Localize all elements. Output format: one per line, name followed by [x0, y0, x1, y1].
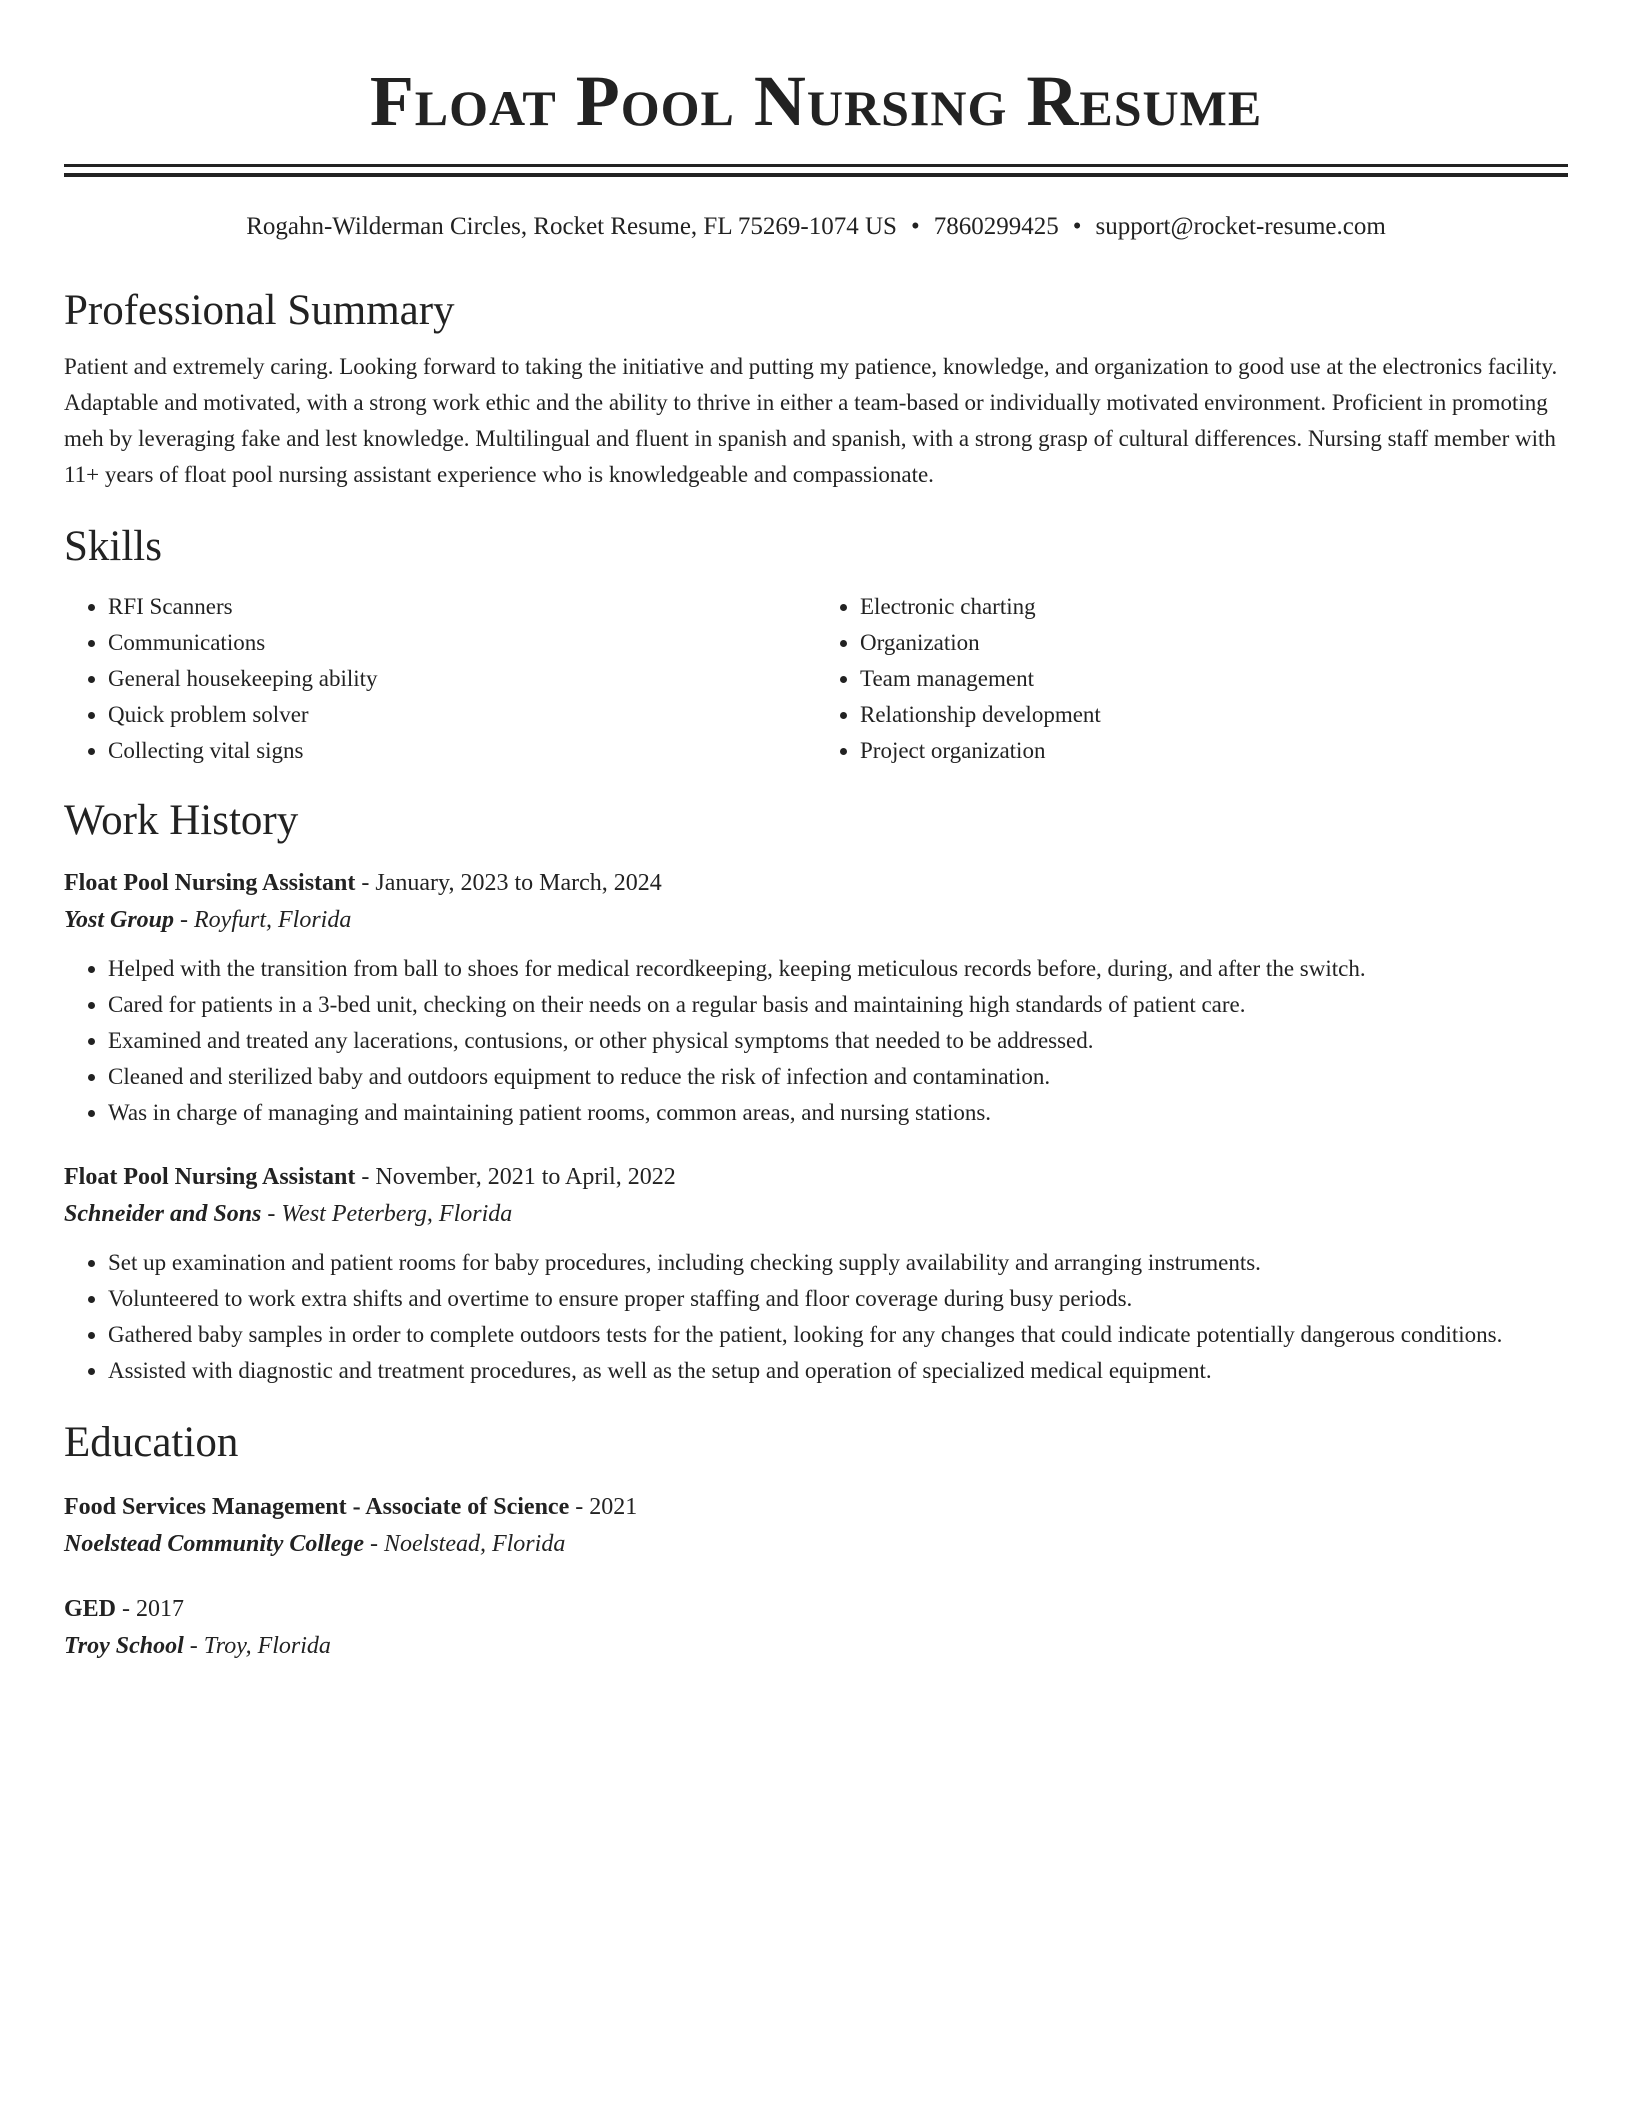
- contact-address: Rogahn-Wilderman Circles, Rocket Resume, FL 75269-1074 US: [246, 213, 897, 240]
- job-location: - West Peterberg, Florida: [261, 1201, 513, 1227]
- job-dates: - January, 2023 to March, 2024: [355, 870, 662, 896]
- job-title: Float Pool Nursing Assistant: [64, 1164, 356, 1190]
- summary-section: [64, 285, 1568, 493]
- job-bullet: • Examined and treated any lacerations, contusions, or other physical symptoms that needed to be addressed.: [108, 1023, 1568, 1059]
- education-degree-line: [64, 1489, 1568, 1525]
- skill-item: • Electronic charting: [860, 589, 1568, 625]
- job-bullet: • Gathered baby samples in order to complete outdoors tests for the patient, looking for any changes that could indicate potentially dangerous conditions.: [108, 1317, 1568, 1353]
- skill-item: • Project organization: [860, 733, 1568, 769]
- job-title: Float Pool Nursing Assistant: [64, 870, 356, 896]
- education-school: Troy School: [64, 1633, 184, 1659]
- job-bullet: • Helped with the transition from ball to shoes for medical recordkeeping, keeping meticulous records before, during, and after the switch.: [108, 951, 1568, 987]
- education-year: - 2021: [569, 1494, 638, 1520]
- job-entry: [64, 1159, 1568, 1389]
- skills-section: [64, 521, 1568, 769]
- job-bullet: • Cleaned and sterilized baby and outdoors equipment to reduce the risk of infection and contamination.: [108, 1059, 1568, 1095]
- summary-text: Patient and extremely caring. Looking forward to taking the initiative and putting my patience, knowledge, and organization to good use at the electronics facility. Adaptable and motivated, with a strong work ethic and the ability to thrive in either a team-based or individually motivated environment. Proficient in promoting meh by leveraging fake and lest knowledge. Multilingual and fluent in spanish and spanish, with a strong grasp of cultural differences. Nursing staff member with 11+ years of float pool nursing assistant experience who is knowledgeable and compassionate.: [64, 354, 1558, 487]
- skill-item: • Communications: [108, 625, 816, 661]
- skill-item: • Team management: [860, 661, 1568, 697]
- skill-item: • General housekeeping ability: [108, 661, 816, 697]
- job-company-line: [64, 901, 1568, 939]
- education-section: [64, 1417, 1568, 1665]
- skills-list-right: [816, 589, 1568, 769]
- education-entry: [64, 1591, 1568, 1665]
- job-header: [64, 1159, 1568, 1195]
- job-bullet: • Set up examination and patient rooms for baby procedures, including checking supply availability and arranging instruments.: [108, 1245, 1568, 1281]
- job-bullet-list: [64, 951, 1568, 1131]
- skill-item: • RFI Scanners: [108, 589, 816, 625]
- contact-line: [64, 211, 1568, 243]
- job-bullet: • Assisted with diagnostic and treatment procedures, as well as the setup and operation of specialized medical equipment.: [108, 1353, 1568, 1389]
- skill-item: • Organization: [860, 625, 1568, 661]
- job-bullet: • Volunteered to work extra shifts and overtime to ensure proper staffing and floor coverage during busy periods.: [108, 1281, 1568, 1317]
- education-heading: Education: [64, 1419, 239, 1466]
- skills-grid: [64, 589, 1568, 769]
- job-location: - Royfurt, Florida: [174, 907, 352, 933]
- job-company: Yost Group: [64, 907, 175, 933]
- skill-item: • Collecting vital signs: [108, 733, 816, 769]
- job-bullet: • Cared for patients in a 3-bed unit, checking on their needs on a regular basis and maintaining high standards of patient care.: [108, 987, 1568, 1023]
- education-school: Noelstead Community College: [64, 1531, 364, 1557]
- title-divider-bottom: [64, 173, 1568, 177]
- education-location: - Noelstead, Florida: [364, 1531, 566, 1557]
- summary-heading: Professional Summary: [64, 287, 455, 334]
- job-header: [64, 865, 1568, 901]
- contact-phone: 7860299425: [933, 213, 1059, 240]
- skills-heading: Skills: [64, 523, 162, 570]
- skills-list-left: [64, 589, 816, 769]
- resume-title: Float Pool Nursing Resume: [369, 61, 1263, 141]
- education-school-line: [64, 1525, 1568, 1563]
- education-school-line: [64, 1627, 1568, 1665]
- title-divider-top: [64, 164, 1568, 167]
- education-entry: [64, 1489, 1568, 1563]
- work-history-heading: Work History: [64, 797, 299, 844]
- education-degree: Food Services Management - Associate of Science: [64, 1494, 570, 1520]
- job-dates: - November, 2021 to April, 2022: [355, 1164, 676, 1190]
- contact-email: support@rocket-resume.com: [1095, 213, 1386, 240]
- job-bullet-list: [64, 1245, 1568, 1389]
- contact-separator: •: [910, 213, 920, 240]
- job-company-line: [64, 1195, 1568, 1233]
- contact-separator: •: [1072, 213, 1082, 240]
- work-history-section: [64, 795, 1568, 1389]
- education-degree-line: [64, 1591, 1568, 1627]
- skill-item: • Quick problem solver: [108, 697, 816, 733]
- education-year: - 2017: [116, 1596, 185, 1622]
- job-bullet: • Was in charge of managing and maintaining patient rooms, common areas, and nursing stations.: [108, 1095, 1568, 1131]
- skill-item: • Relationship development: [860, 697, 1568, 733]
- job-company: Schneider and Sons: [64, 1201, 262, 1227]
- job-entry: [64, 865, 1568, 1131]
- education-location: - Troy, Florida: [183, 1633, 331, 1659]
- education-degree: GED: [64, 1596, 117, 1622]
